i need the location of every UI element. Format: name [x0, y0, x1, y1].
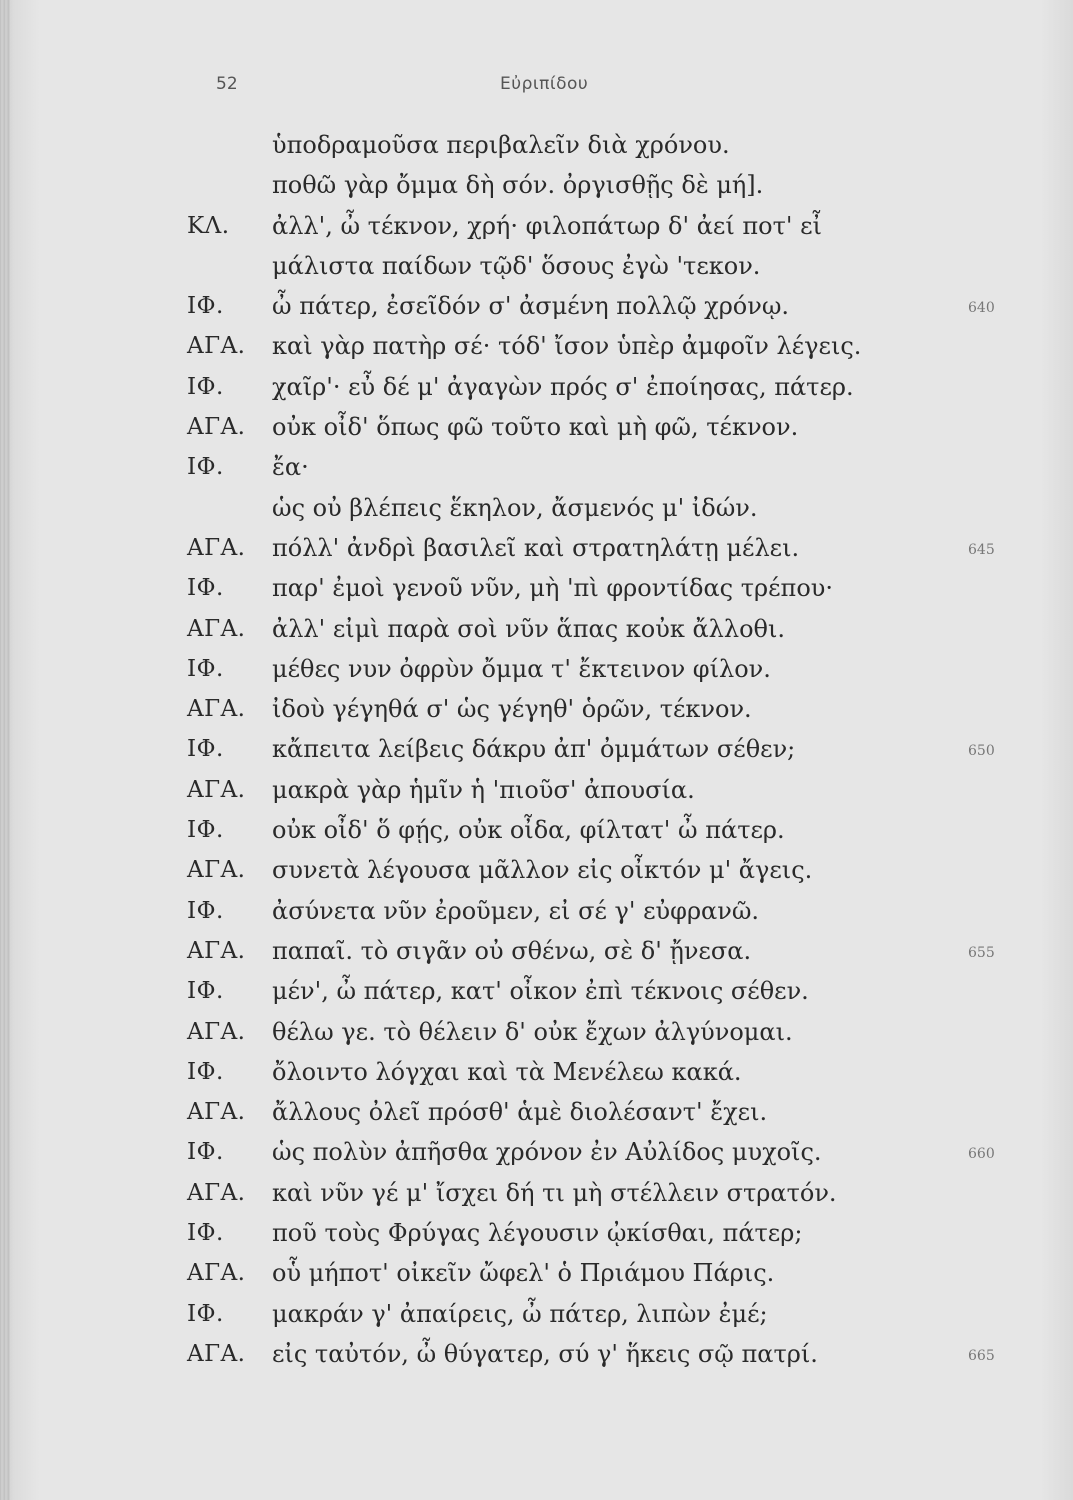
verse-line	[0, 649, 1073, 689]
verse-text: ποῦ τοὺς Φρύγας λέγουσιν ᾠκίσθαι, πάτερ;	[272, 1219, 803, 1248]
verse-line	[0, 286, 1073, 326]
verse-text: θέλω γε. τὸ θέλειν δ' οὐκ ἔχων ἀλγύνομαι.	[272, 1017, 793, 1046]
speaker-label: ΑΓΑ.	[187, 414, 246, 441]
speaker-label: ΙΦ.	[187, 454, 224, 481]
page-number: 52	[216, 74, 238, 94]
verse-line	[0, 447, 1073, 487]
verse-text: ὄλοιντο λόγχαι καὶ τὰ Μενέλεω κακά.	[272, 1057, 742, 1086]
running-head	[0, 70, 1073, 100]
verse-text: χαῖρ'· εὖ δέ μ' ἀγαγὼν πρός σ' ἐποίησας, πάτερ.	[272, 372, 854, 401]
speaker-label: ΚΛ.	[187, 212, 230, 239]
verse-text: οὗ μήποτ' οἰκεῖν ὤφελ' ὁ Πριάμου Πάρις.	[272, 1259, 775, 1288]
verse-line	[0, 931, 1073, 971]
verse-line	[0, 689, 1073, 729]
verse-line	[0, 165, 1073, 205]
speaker-label: ΑΓΑ.	[187, 1099, 246, 1126]
speaker-label: ΑΓΑ.	[187, 615, 246, 642]
line-number: 665	[968, 1347, 995, 1364]
verse-line	[0, 1213, 1073, 1253]
verse-text: ἔα·	[272, 453, 309, 482]
line-number: 655	[968, 944, 995, 961]
verse-text: ὡς οὐ βλέπεις ἕκηλον, ἄσμενός μ' ἰδών.	[272, 493, 758, 522]
verse-line	[0, 850, 1073, 890]
speaker-label: ΙΦ.	[187, 1220, 224, 1247]
verse-line	[0, 528, 1073, 568]
speaker-label: ΑΓΑ.	[187, 333, 246, 360]
speaker-label: ΑΓΑ.	[187, 937, 246, 964]
verse-text: πόλλ' ἀνδρὶ βασιλεῖ καὶ στρατηλάτῃ μέλει.	[272, 533, 800, 562]
verse-text: μέν', ὦ πάτερ, κατ' οἶκον ἐπὶ τέκνοις σέθεν.	[272, 977, 809, 1006]
verse-line	[0, 1092, 1073, 1132]
verse-text: οὐκ οἶδ' ὅπως φῶ τοῦτο καὶ μὴ φῶ, τέκνον.	[272, 413, 799, 442]
verse-line	[0, 206, 1073, 246]
verse-text: παπαῖ. τὸ σιγᾶν οὐ σθένω, σὲ δ' ᾔνεσα.	[272, 936, 752, 965]
verse-line	[0, 1173, 1073, 1213]
verse-line	[0, 367, 1073, 407]
speaker-label: ΑΓΑ.	[187, 696, 246, 723]
verse-text: εἰς ταὐτόν, ὦ θύγατερ, σύ γ' ἥκεις σῷ πατρί.	[272, 1339, 818, 1368]
line-number: 660	[968, 1146, 995, 1163]
verse-block	[0, 125, 1073, 1374]
verse-line	[0, 770, 1073, 810]
verse-line	[0, 407, 1073, 447]
verse-text: ἀλλ', ὦ τέκνον, χρή· φιλοπάτωρ δ' ἀεί ποτ' εἶ	[272, 211, 822, 240]
verse-text: καὶ γὰρ πατὴρ σέ· τόδ' ἴσον ὑπὲρ ἀμφοῖν λέγεις.	[272, 332, 862, 361]
verse-text: ἀσύνετα νῦν ἐροῦμεν, εἰ σέ γ' εὐφρανῶ.	[272, 896, 760, 925]
speaker-label: ΙΦ.	[187, 736, 224, 763]
verse-line	[0, 609, 1073, 649]
speaker-label: ΙΦ.	[187, 897, 224, 924]
verse-text: συνετὰ λέγουσα μᾶλλον εἰς οἶκτόν μ' ἄγεις.	[272, 856, 813, 885]
speaker-label: ΙΦ.	[187, 1139, 224, 1166]
verse-text: καὶ νῦν γέ μ' ἴσχει δή τι μὴ στέλλειν στρατόν.	[272, 1178, 837, 1207]
verse-text: μακρὰ γὰρ ἡμῖν ἡ 'πιοῦσ' ἀπουσία.	[272, 775, 695, 804]
speaker-label: ΑΓΑ.	[187, 857, 246, 884]
speaker-label: ΙΦ.	[187, 575, 224, 602]
verse-text: ὑποδραμοῦσα περιβαλεῖν διὰ χρόνου.	[272, 131, 730, 159]
verse-text: κἄπειτα λείβεις δάκρυ ἀπ' ὀμμάτων σέθεν;	[272, 735, 796, 764]
verse-line	[0, 1334, 1073, 1374]
verse-line	[0, 810, 1073, 850]
line-number: 650	[968, 743, 995, 760]
verse-text: μακράν γ' ἀπαίρεις, ὦ πάτερ, λιπὼν ἐμέ;	[272, 1299, 768, 1328]
speaker-label: ΑΓΑ.	[187, 1018, 246, 1045]
speaker-label: ΙΦ.	[187, 978, 224, 1005]
verse-text: μάλιστα παίδων τῷδ' ὅσους ἐγὼ 'τεκον.	[272, 251, 761, 280]
verse-text: ἄλλους ὀλεῖ πρόσθ' ἁμὲ διολέσαντ' ἔχει.	[272, 1098, 768, 1127]
verse-line	[0, 125, 1073, 165]
verse-line	[0, 1294, 1073, 1334]
speaker-label: ΙΦ.	[187, 817, 224, 844]
speaker-label: ΑΓΑ.	[187, 1340, 246, 1367]
speaker-label: ΙΦ.	[187, 373, 224, 400]
verse-text: ἀλλ' εἰμὶ παρὰ σοὶ νῦν ἅπας κοὐκ ἄλλοθι.	[272, 614, 786, 643]
verse-line	[0, 891, 1073, 931]
verse-text: μέθες νυν ὀφρὺν ὄμμα τ' ἔκτεινον φίλον.	[272, 654, 771, 683]
running-title: Εὐριπίδου	[500, 74, 589, 94]
verse-text: ὦ πάτερ, ἐσεῖδόν σ' ἀσμένη πολλῷ χρόνῳ.	[272, 292, 790, 321]
verse-line	[0, 1253, 1073, 1293]
verse-line	[0, 246, 1073, 286]
line-number: 645	[968, 541, 995, 558]
speaker-label: ΑΓΑ.	[187, 534, 246, 561]
speaker-label: ΙΦ.	[187, 1058, 224, 1085]
verse-line	[0, 971, 1073, 1011]
verse-text: ἰδοὺ γέγηθά σ' ὡς γέγηθ' ὁρῶν, τέκνον.	[272, 695, 752, 724]
verse-text: οὐκ οἶδ' ὅ φῄς, οὐκ οἶδα, φίλτατ' ὦ πάτερ.	[272, 816, 785, 845]
speaker-label: ΑΓΑ.	[187, 1260, 246, 1287]
verse-text: ὡς πολὺν ἀπῆσθα χρόνον ἐν Αὐλίδος μυχοῖς.	[272, 1138, 822, 1167]
verse-line	[0, 326, 1073, 366]
verse-line	[0, 729, 1073, 769]
speaker-label: ΙΦ.	[187, 293, 224, 320]
speaker-label: ΑΓΑ.	[187, 1179, 246, 1206]
line-number: 640	[968, 300, 995, 317]
speaker-label: ΙΦ.	[187, 1300, 224, 1327]
speaker-label: ΑΓΑ.	[187, 776, 246, 803]
verse-line	[0, 1012, 1073, 1052]
verse-line	[0, 488, 1073, 528]
verse-text: ποθῶ γὰρ ὄμμα δὴ σόν. ὀργισθῇς δὲ μή].	[272, 171, 764, 200]
verse-text: παρ' ἐμοὶ γενοῦ νῦν, μὴ 'πὶ φροντίδας τρέπου·	[272, 574, 833, 603]
speaker-label: ΙΦ.	[187, 655, 224, 682]
verse-line	[0, 1052, 1073, 1092]
verse-line	[0, 1132, 1073, 1172]
verse-line	[0, 568, 1073, 608]
